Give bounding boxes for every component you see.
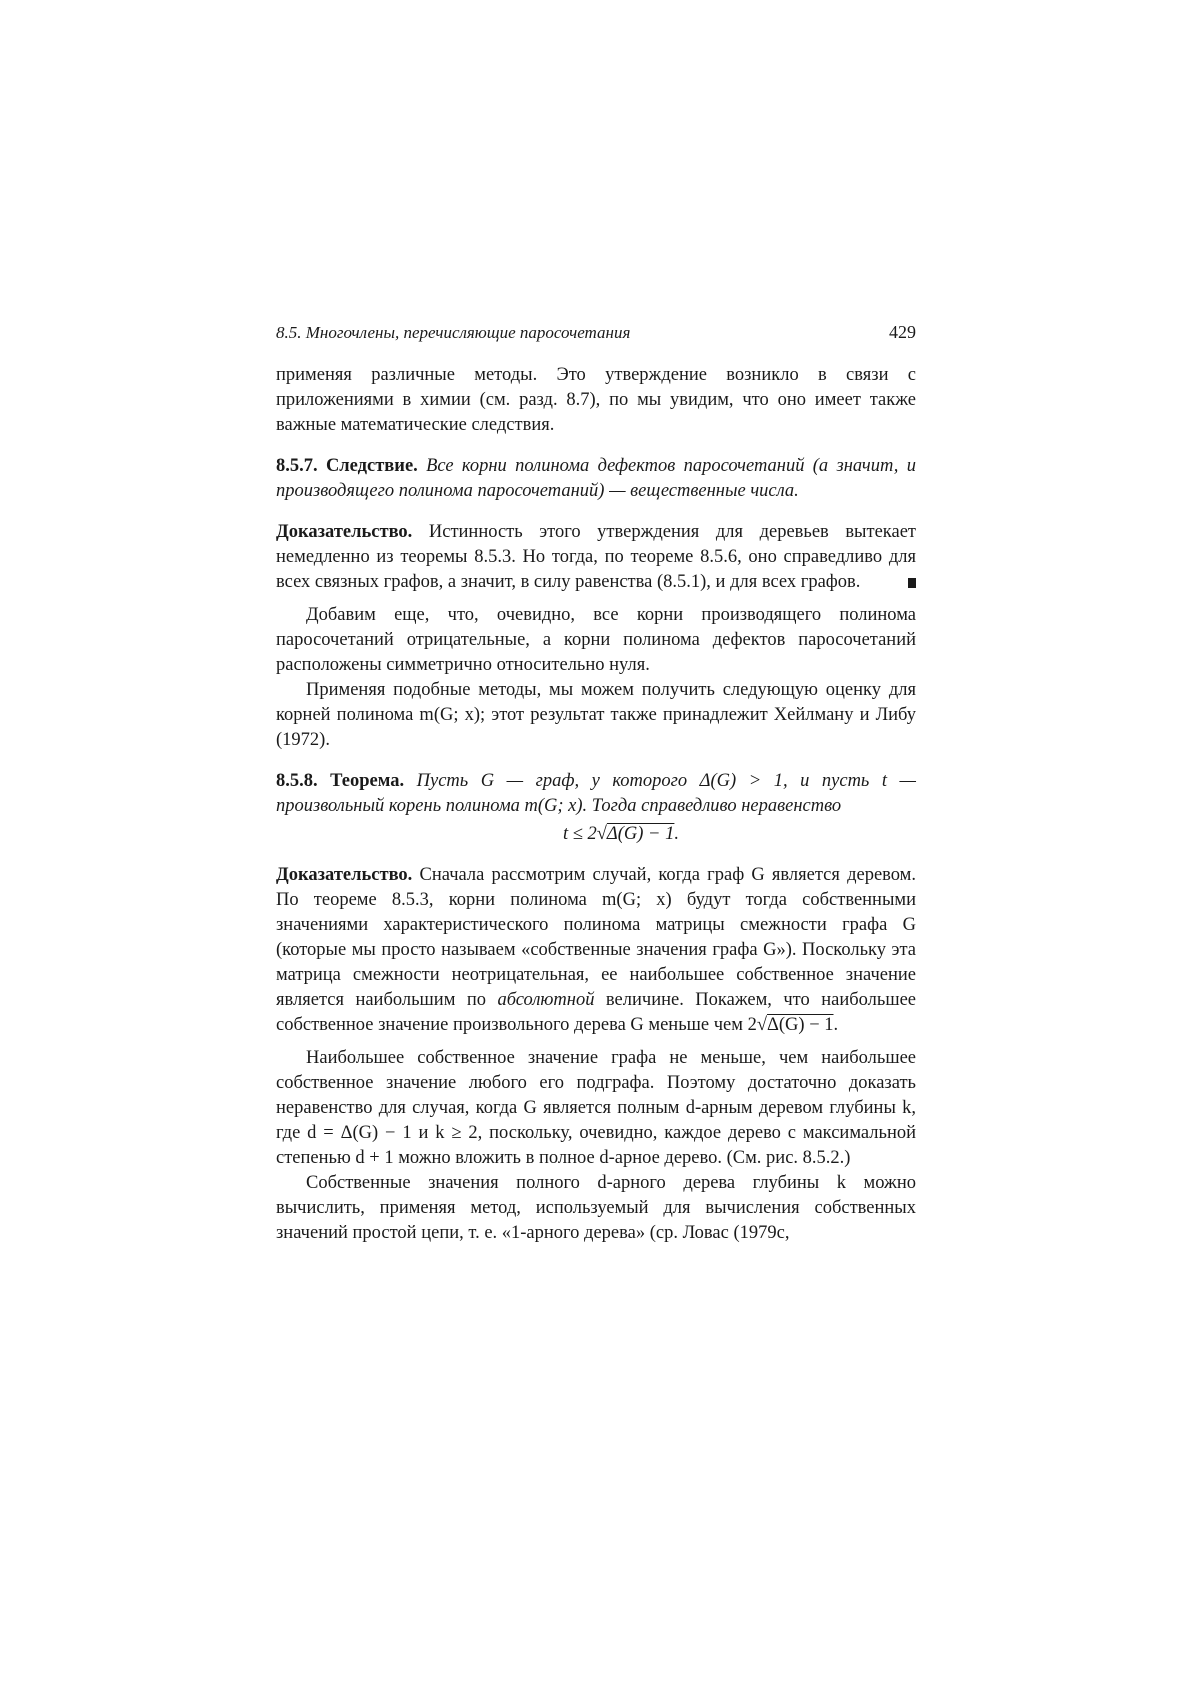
- page-number: 429: [889, 322, 916, 342]
- corollary-label: 8.5.7. Следствие.: [276, 456, 418, 476]
- proof2-italic-word: абсолютной: [497, 990, 595, 1010]
- proof-label: Доказательство.: [276, 522, 413, 542]
- theorem-text: Пусть G — граф, у которого Δ(G) > 1, и пусть t — произвольный корень полинома m(G; x). Тогда справедливо неравенство: [276, 771, 917, 816]
- paragraph-roots-remark: Добавим еще, что, очевидно, все корни производящего полинома паросочетаний отрицательные, а корни полинома дефектов паросочетаний расположены симметрично относительно нуля.: [276, 605, 916, 675]
- formula-radicand: Δ(G) − 1: [606, 824, 675, 844]
- qed-square-icon: [908, 578, 916, 588]
- proof2-text-a: Сначала рассмотрим случай, когда граф G является деревом. По теореме 8.5.3, корни полинома m(G; x) будут тогда собственными значениями характеристического полинома матрицы смежности графа G (которые мы просто называем «собственные значения графа G»). Поскольку эта матрица смежности неотрицательная, ее наибольшее собственное значение является наибольшим по: [276, 865, 916, 1010]
- corollary-text: Все корни полинома дефектов паросочетаний (а значит, и производящего полинома паросочетаний) — вещественные числа.: [276, 456, 916, 501]
- proof2-end: .: [833, 1015, 839, 1035]
- proof-theorem: [276, 863, 916, 1038]
- proof-corollary: [276, 520, 916, 595]
- running-title: 8.5. Многочлены, перечисляющие паросочетания: [276, 323, 631, 342]
- theorem-formula: [276, 821, 916, 847]
- paragraph-eigenvalues: Собственные значения полного d-арного дерева глубины k можно вычислить, применяя метод, используемый для вычисления собственных значений простой цепи, т. е. «1-арного дерева» (ср. Ловас (1979c,: [276, 1173, 916, 1243]
- page-body: [276, 322, 916, 1246]
- running-header: [276, 322, 916, 343]
- proof2-label: Доказательство.: [276, 865, 413, 885]
- paragraph-intro: применяя различные методы. Это утверждение возникло в связи с приложениями в химии (см. разд. 8.7), по мы увидим, что оно имеет также важные математические следствия.: [276, 365, 916, 435]
- formula-end: .: [674, 824, 680, 844]
- corollary-8-5-7: [276, 454, 916, 504]
- proof-text: Истинность этого утверждения для деревьев вытекает немедленно из теоремы 8.5.3. Но тогда, по теореме 8.5.6, оно справедливо для всех связных графов, а значит, в силу равенства (8.5.1), и для всех графов.: [276, 522, 917, 592]
- proof2-text-b: величине. Покажем, что наибольшее собственное значение произвольного дерева G меньше чем 2√: [276, 990, 916, 1035]
- theorem-label: 8.5.8. Теорема.: [276, 771, 405, 791]
- proof2-radicand: Δ(G) − 1: [766, 1015, 834, 1035]
- paragraph-subgraph: Наибольшее собственное значение графа не меньше, чем наибольшее собственное значение любого его подграфа. Поэтому достаточно доказать неравенство для случая, когда G является полным d-арным деревом глубины k, где d = Δ(G) − 1 и k ≥ 2, поскольку, очевидно, каждое дерево с максимальной степенью d + 1 можно вложить в полное d-арное дерево. (См. рис. 8.5.2.): [276, 1048, 916, 1168]
- formula-lhs: t ≤ 2√: [562, 824, 607, 844]
- theorem-8-5-8: [276, 769, 916, 819]
- paragraph-methods: Применяя подобные методы, мы можем получить следующую оценку для корней полинома m(G; x); этот результат также принадлежит Хейлману и Либу (1972).: [276, 680, 916, 750]
